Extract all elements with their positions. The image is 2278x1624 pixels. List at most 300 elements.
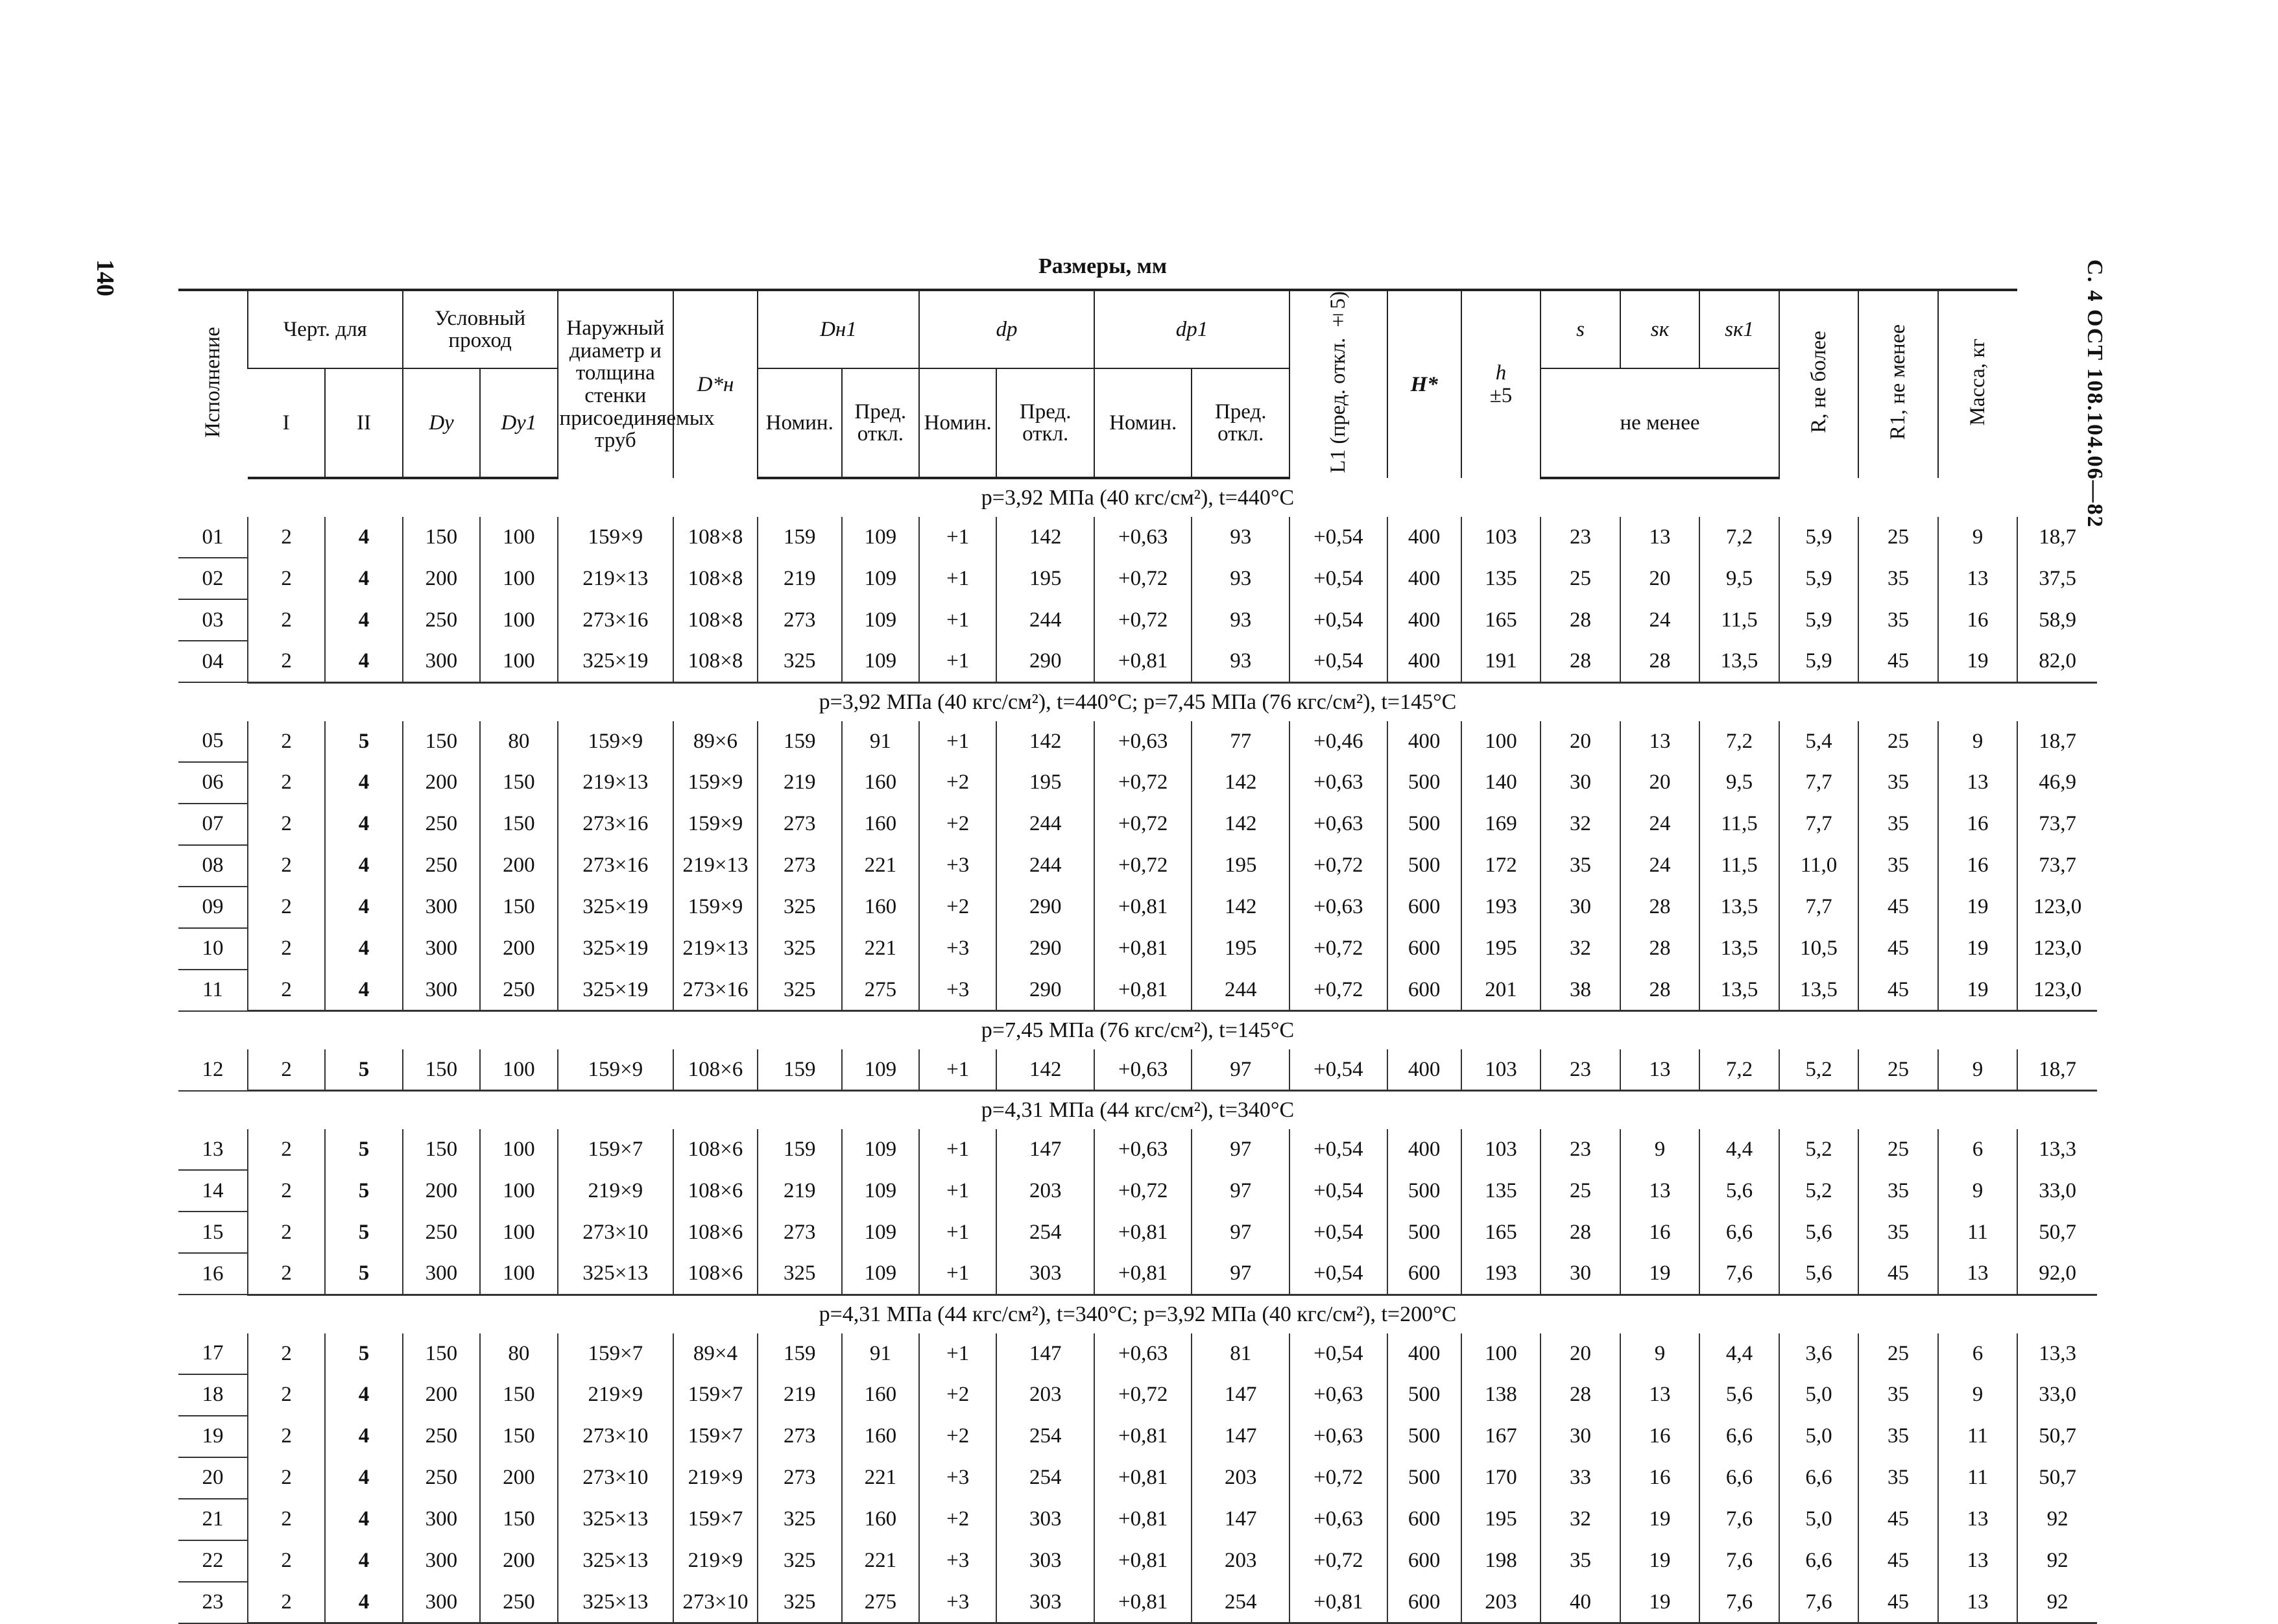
cell-dn1-dev: +1: [919, 1129, 996, 1170]
cell-dy: 250: [403, 599, 480, 641]
cell-drawing-I: 2: [248, 845, 325, 887]
cell-H: 193: [1461, 1253, 1541, 1295]
cell-mass: 37,5: [2017, 558, 2097, 599]
cell-dp-dev: +0,72: [1094, 762, 1192, 804]
cell-H: 103: [1461, 1049, 1541, 1091]
cell-R1: 13: [1938, 1499, 2018, 1540]
cell-connected-pipe: 273×16: [673, 970, 758, 1011]
cell-dy: 300: [403, 1499, 480, 1540]
cell-dp1-nom: 97: [1192, 1129, 1289, 1170]
cell-dn1-nom: 109: [842, 599, 919, 641]
cell-dy: 200: [403, 1374, 480, 1416]
cell-dn: 325: [758, 641, 842, 682]
cell-mass: 18,7: [2017, 721, 2097, 762]
cell-sk: 4,4: [1699, 1129, 1779, 1170]
cell-dy1: 250: [480, 1582, 557, 1623]
hdr-s: s: [1541, 290, 1620, 368]
hdr-dp-dev: Пред. откл.: [996, 368, 1094, 478]
cell-execution: 22: [178, 1540, 248, 1582]
cell-dp1-nom: 81: [1192, 1333, 1289, 1374]
cell-drawing-II: 4: [325, 762, 402, 804]
cell-dn: 325: [758, 1499, 842, 1540]
table-row: [178, 721, 2097, 762]
cell-R1: 11: [1938, 1416, 2018, 1457]
cell-dp-nom: 303: [996, 1253, 1094, 1295]
cell-s: 28: [1620, 641, 1700, 682]
cell-connected-pipe: 219×9: [673, 1540, 758, 1582]
cell-dp-dev: +0,72: [1094, 558, 1192, 599]
cell-drawing-I: 2: [248, 762, 325, 804]
cell-dp1-nom: 93: [1192, 558, 1289, 599]
hdr-dp-nom: Номин.: [919, 368, 996, 478]
cell-dn1-dev: +1: [919, 1253, 996, 1295]
cell-outer-pipe: 325×13: [558, 1540, 674, 1582]
cell-connected-pipe: 89×6: [673, 721, 758, 762]
cell-dp-nom: 290: [996, 641, 1094, 682]
cell-dp-dev: +0,81: [1094, 1457, 1192, 1499]
cell-connected-pipe: 108×6: [673, 1170, 758, 1212]
cell-sk: 7,6: [1699, 1582, 1779, 1623]
cell-dp1-dev: +0,63: [1289, 1374, 1387, 1416]
cell-dn1-nom: 275: [842, 1582, 919, 1623]
cell-execution: 01: [178, 517, 248, 558]
cell-mass: 46,9: [2017, 762, 2097, 804]
cell-H: 172: [1461, 845, 1541, 887]
cell-h: 23: [1541, 1129, 1620, 1170]
cell-dp1-dev: +0,63: [1289, 762, 1387, 804]
cell-s: 24: [1620, 804, 1700, 845]
cell-execution: 11: [178, 970, 248, 1011]
cell-connected-pipe: 159×9: [673, 762, 758, 804]
cell-s: 19: [1620, 1499, 1700, 1540]
hdr-h-label: h: [1495, 361, 1507, 385]
cell-dp1-dev: +0,63: [1289, 887, 1387, 928]
cell-l1: 400: [1387, 1129, 1461, 1170]
cell-dp1-dev: +0,54: [1289, 599, 1387, 641]
table-body: [178, 478, 2097, 1623]
cell-dp-dev: +0,63: [1094, 721, 1192, 762]
cell-dp-nom: 290: [996, 970, 1094, 1011]
cell-dp1-nom: 97: [1192, 1212, 1289, 1253]
cell-outer-pipe: 325×13: [558, 1499, 674, 1540]
table-row: [178, 1540, 2097, 1582]
cell-connected-pipe: 159×7: [673, 1499, 758, 1540]
cell-dp-dev: +0,72: [1094, 599, 1192, 641]
cell-R: 45: [1858, 970, 1938, 1011]
cell-h: 30: [1541, 1253, 1620, 1295]
cell-l1: 500: [1387, 845, 1461, 887]
cell-drawing-II: 5: [325, 1333, 402, 1374]
cell-sk1: 7,7: [1779, 804, 1859, 845]
cell-dy: 200: [403, 1170, 480, 1212]
cell-execution: 04: [178, 641, 248, 682]
condition-text: p=3,92 МПа (40 кгс/см²), t=440°C; p=7,45 МПа (76 кгс/см²), t=145°C: [819, 689, 1457, 714]
cell-sk1: 5,9: [1779, 517, 1859, 558]
cell-s: 13: [1620, 721, 1700, 762]
cell-dy1: 100: [480, 641, 557, 682]
cell-dy: 200: [403, 558, 480, 599]
cell-H: 100: [1461, 1333, 1541, 1374]
hdr-drawing-II: II: [325, 368, 402, 478]
cell-sk1: 5,0: [1779, 1374, 1859, 1416]
hdr-mass: Масса, кг: [1938, 290, 2018, 478]
cell-connected-pipe: 219×13: [673, 845, 758, 887]
cell-drawing-I: 2: [248, 1457, 325, 1499]
cell-dy: 250: [403, 1212, 480, 1253]
cell-dy1: 100: [480, 1212, 557, 1253]
cell-s: 28: [1620, 970, 1700, 1011]
cell-drawing-I: 2: [248, 558, 325, 599]
cell-dp1-dev: +0,63: [1289, 1499, 1387, 1540]
cell-dn: 325: [758, 1582, 842, 1623]
table-row: [178, 1582, 2097, 1623]
cell-execution: 02: [178, 558, 248, 599]
cell-mass: 92: [2017, 1582, 2097, 1623]
cell-dn: 273: [758, 804, 842, 845]
cell-dy1: 100: [480, 1129, 557, 1170]
cell-H: 203: [1461, 1582, 1541, 1623]
hdr-dn1-dev: Пред. откл.: [842, 368, 919, 478]
cell-sk: 9,5: [1699, 762, 1779, 804]
cell-execution: 03: [178, 599, 248, 641]
cell-drawing-II: 5: [325, 1129, 402, 1170]
cell-H: 165: [1461, 1212, 1541, 1253]
cell-R1: 9: [1938, 1049, 2018, 1091]
cell-h: 32: [1541, 928, 1620, 970]
condition-text: p=7,45 МПа (76 кгс/см²), t=145°C: [981, 1018, 1295, 1043]
cell-dy: 300: [403, 1582, 480, 1623]
table-row: [178, 517, 2097, 558]
cell-dn1-nom: 160: [842, 762, 919, 804]
cell-R1: 9: [1938, 1170, 2018, 1212]
cell-outer-pipe: 159×9: [558, 1049, 674, 1091]
cell-execution: 07: [178, 804, 248, 845]
cell-s: 13: [1620, 1049, 1700, 1091]
cell-outer-pipe: 219×9: [558, 1170, 674, 1212]
cell-s: 24: [1620, 845, 1700, 887]
cell-l1: 500: [1387, 1457, 1461, 1499]
cell-dp1-nom: 77: [1192, 721, 1289, 762]
cell-R1: 13: [1938, 1253, 2018, 1295]
cell-dn: 325: [758, 928, 842, 970]
cell-dp-dev: +0,63: [1094, 1049, 1192, 1091]
cell-s: 16: [1620, 1416, 1700, 1457]
cell-outer-pipe: 325×19: [558, 970, 674, 1011]
cell-dp1-nom: 147: [1192, 1416, 1289, 1457]
cell-mass: 50,7: [2017, 1416, 2097, 1457]
cell-dn1-nom: 221: [842, 845, 919, 887]
cell-dp1-nom: 195: [1192, 928, 1289, 970]
cell-dp1-dev: +0,54: [1289, 641, 1387, 682]
dimensions-table-wrapper: [178, 289, 2097, 1624]
table-row: [178, 1129, 2097, 1170]
cell-h: 28: [1541, 599, 1620, 641]
cell-connected-pipe: 159×9: [673, 887, 758, 928]
cell-dy1: 200: [480, 928, 557, 970]
cell-dn1-dev: +1: [919, 721, 996, 762]
cell-sk1: 5,0: [1779, 1499, 1859, 1540]
cell-dn1-dev: +1: [919, 558, 996, 599]
cell-l1: 400: [1387, 641, 1461, 682]
cell-sk: 4,4: [1699, 1333, 1779, 1374]
cell-execution: 12: [178, 1049, 248, 1091]
cell-dp-dev: +0,81: [1094, 928, 1192, 970]
cell-dy1: 150: [480, 762, 557, 804]
cell-drawing-II: 4: [325, 599, 402, 641]
cell-drawing-I: 2: [248, 928, 325, 970]
cell-R1: 16: [1938, 599, 2018, 641]
cell-s: 9: [1620, 1129, 1700, 1170]
cell-dp-dev: +0,63: [1094, 1333, 1192, 1374]
dimensions-table: [178, 289, 2097, 1624]
cell-dn1-dev: +3: [919, 928, 996, 970]
cell-dp-dev: +0,81: [1094, 641, 1192, 682]
cell-h: 40: [1541, 1582, 1620, 1623]
cell-dp1-nom: 93: [1192, 599, 1289, 641]
cell-dn1-dev: +3: [919, 1582, 996, 1623]
cell-H: 191: [1461, 641, 1541, 682]
cell-outer-pipe: 273×10: [558, 1212, 674, 1253]
cell-execution: 13: [178, 1129, 248, 1170]
cell-dn: 325: [758, 1540, 842, 1582]
cell-dy1: 80: [480, 721, 557, 762]
hdr-execution: Исполнение: [178, 290, 248, 478]
cell-dn: 219: [758, 1374, 842, 1416]
cell-H: 138: [1461, 1374, 1541, 1416]
cell-dy1: 150: [480, 887, 557, 928]
cell-R: 25: [1858, 1333, 1938, 1374]
cell-mass: 58,9: [2017, 599, 2097, 641]
cell-drawing-II: 4: [325, 1499, 402, 1540]
table-row: [178, 928, 2097, 970]
cell-l1: 400: [1387, 721, 1461, 762]
cell-drawing-I: 2: [248, 804, 325, 845]
cell-drawing-II: 4: [325, 558, 402, 599]
cell-dp1-dev: +0,72: [1289, 1540, 1387, 1582]
cell-execution: 16: [178, 1253, 248, 1295]
cell-dn1-nom: 91: [842, 1333, 919, 1374]
cell-dn1-nom: 109: [842, 1170, 919, 1212]
cell-dy1: 100: [480, 1049, 557, 1091]
table-row: [178, 762, 2097, 804]
table-row: [178, 1416, 2097, 1457]
cell-h: 30: [1541, 762, 1620, 804]
cell-dy: 300: [403, 887, 480, 928]
cell-dn: 159: [758, 517, 842, 558]
cell-dy1: 100: [480, 599, 557, 641]
hdr-h-tol: ±5: [1489, 384, 1513, 408]
table-row: [178, 804, 2097, 845]
cell-dn: 325: [758, 1253, 842, 1295]
cell-dy1: 150: [480, 1374, 557, 1416]
cell-l1: 600: [1387, 970, 1461, 1011]
cell-dy: 300: [403, 641, 480, 682]
cell-dp-nom: 303: [996, 1540, 1094, 1582]
table-row: [178, 1374, 2097, 1416]
cell-sk1: 7,7: [1779, 762, 1859, 804]
table-row: [178, 1499, 2097, 1540]
cell-R: 45: [1858, 887, 1938, 928]
cell-h: 25: [1541, 558, 1620, 599]
cell-l1: 600: [1387, 1582, 1461, 1623]
hdr-nominal-pass: Условный проход: [403, 290, 558, 368]
cell-dy1: 150: [480, 1499, 557, 1540]
cell-h: 30: [1541, 887, 1620, 928]
cell-R: 35: [1858, 558, 1938, 599]
cell-R1: 9: [1938, 1374, 2018, 1416]
cell-dn1-dev: +1: [919, 1049, 996, 1091]
cell-l1: 500: [1387, 1212, 1461, 1253]
cell-dp-dev: +0,81: [1094, 1212, 1192, 1253]
cell-dn1-nom: 109: [842, 1049, 919, 1091]
cell-dn1-nom: 275: [842, 970, 919, 1011]
cell-s: 16: [1620, 1212, 1700, 1253]
cell-dp-nom: 203: [996, 1374, 1094, 1416]
table-row: [178, 1049, 2097, 1091]
cell-dp1-dev: +0,46: [1289, 721, 1387, 762]
cell-dy: 300: [403, 1540, 480, 1582]
cell-dn1-dev: +3: [919, 970, 996, 1011]
cell-drawing-I: 2: [248, 1582, 325, 1623]
cell-drawing-I: 2: [248, 1212, 325, 1253]
hdr-dn1: Dн1: [758, 290, 919, 368]
cell-dn: 273: [758, 1212, 842, 1253]
cell-dy1: 150: [480, 1416, 557, 1457]
cell-dp1-dev: +0,63: [1289, 1416, 1387, 1457]
cell-dn1-dev: +2: [919, 887, 996, 928]
cell-l1: 600: [1387, 928, 1461, 970]
cell-drawing-II: 5: [325, 1212, 402, 1253]
cell-execution: 18: [178, 1374, 248, 1416]
cell-l1: 500: [1387, 804, 1461, 845]
table-header: [178, 290, 2097, 478]
cell-sk: 9,5: [1699, 558, 1779, 599]
cell-connected-pipe: 219×13: [673, 928, 758, 970]
cell-dn1-dev: +1: [919, 1333, 996, 1374]
hdr-not-less: не менее: [1541, 368, 1779, 478]
cell-mass: 33,0: [2017, 1170, 2097, 1212]
cell-dp1-dev: +0,63: [1289, 804, 1387, 845]
cell-dn1-dev: +2: [919, 1416, 996, 1457]
cell-outer-pipe: 325×13: [558, 1253, 674, 1295]
cell-dn: 273: [758, 599, 842, 641]
cell-sk1: 5,6: [1779, 1212, 1859, 1253]
cell-dp-nom: 147: [996, 1129, 1094, 1170]
cell-dp-dev: +0,81: [1094, 970, 1192, 1011]
cell-dy1: 250: [480, 970, 557, 1011]
cell-drawing-II: 4: [325, 887, 402, 928]
cell-execution: 14: [178, 1170, 248, 1212]
cell-dy1: 150: [480, 804, 557, 845]
cell-dn: 159: [758, 1129, 842, 1170]
cell-dp1-dev: +0,54: [1289, 1049, 1387, 1091]
cell-s: 24: [1620, 599, 1700, 641]
cell-execution: 17: [178, 1333, 248, 1374]
cell-s: 19: [1620, 1582, 1700, 1623]
cell-dy: 150: [403, 1049, 480, 1091]
cell-l1: 600: [1387, 887, 1461, 928]
cell-R: 35: [1858, 1170, 1938, 1212]
cell-l1: 500: [1387, 1416, 1461, 1457]
cell-connected-pipe: 219×9: [673, 1457, 758, 1499]
cell-dn1-nom: 109: [842, 517, 919, 558]
cell-sk: 6,6: [1699, 1212, 1779, 1253]
cell-h: 30: [1541, 1416, 1620, 1457]
hdr-dy: Dу: [403, 368, 480, 478]
cell-dp1-dev: +0,54: [1289, 517, 1387, 558]
cell-dn1-dev: +1: [919, 641, 996, 682]
cell-dp-dev: +0,72: [1094, 1374, 1192, 1416]
cell-R1: 13: [1938, 558, 2018, 599]
cell-dn1-nom: 160: [842, 1416, 919, 1457]
cell-dp-nom: 244: [996, 599, 1094, 641]
cell-dp1-dev: +0,54: [1289, 1170, 1387, 1212]
cell-dp1-nom: 147: [1192, 1374, 1289, 1416]
cell-sk: 13,5: [1699, 970, 1779, 1011]
condition-text: p=4,31 МПа (44 кгс/см²), t=340°C: [981, 1098, 1295, 1123]
cell-sk1: 7,7: [1779, 887, 1859, 928]
cell-s: 13: [1620, 517, 1700, 558]
cell-dp-nom: 203: [996, 1170, 1094, 1212]
table-row: [178, 1457, 2097, 1499]
cell-dp1-nom: 244: [1192, 970, 1289, 1011]
hdr-outer-diameter: Наружный диаметр и толщина стенки присоединяемых труб: [558, 290, 674, 478]
cell-outer-pipe: 159×7: [558, 1333, 674, 1374]
cell-connected-pipe: 89×4: [673, 1333, 758, 1374]
cell-mass: 82,0: [2017, 641, 2097, 682]
cell-sk1: 5,0: [1779, 1416, 1859, 1457]
cell-drawing-II: 4: [325, 845, 402, 887]
cell-outer-pipe: 273×10: [558, 1457, 674, 1499]
cell-R: 35: [1858, 762, 1938, 804]
cell-s: 13: [1620, 1374, 1700, 1416]
cell-dn: 159: [758, 1333, 842, 1374]
cell-execution: 06: [178, 762, 248, 804]
hdr-dp1: dр1: [1094, 290, 1289, 368]
condition-row: [178, 1091, 2097, 1130]
cell-s: 28: [1620, 887, 1700, 928]
cell-dy: 150: [403, 1129, 480, 1170]
cell-drawing-I: 2: [248, 721, 325, 762]
cell-drawing-II: 4: [325, 1416, 402, 1457]
table-row: [178, 599, 2097, 641]
cell-H: 193: [1461, 887, 1541, 928]
cell-s: 16: [1620, 1457, 1700, 1499]
cell-dp-nom: 142: [996, 1049, 1094, 1091]
cell-sk1: 10,5: [1779, 928, 1859, 970]
cell-execution: 15: [178, 1212, 248, 1253]
cell-drawing-II: 4: [325, 928, 402, 970]
cell-sk: 11,5: [1699, 599, 1779, 641]
cell-R: 25: [1858, 721, 1938, 762]
cell-execution: 10: [178, 928, 248, 970]
table-row: [178, 970, 2097, 1011]
cell-drawing-I: 2: [248, 1499, 325, 1540]
cell-l1: 600: [1387, 1253, 1461, 1295]
cell-connected-pipe: 273×10: [673, 1582, 758, 1623]
cell-dy1: 200: [480, 1457, 557, 1499]
cell-sk1: 5,9: [1779, 558, 1859, 599]
cell-H: 195: [1461, 1499, 1541, 1540]
cell-R1: 9: [1938, 517, 2018, 558]
condition-row: [178, 1011, 2097, 1050]
cell-H: 100: [1461, 721, 1541, 762]
cell-dn: 219: [758, 558, 842, 599]
cell-sk1: 5,4: [1779, 721, 1859, 762]
cell-drawing-II: 5: [325, 721, 402, 762]
cell-execution: 08: [178, 845, 248, 887]
condition-row: [178, 1295, 2097, 1333]
